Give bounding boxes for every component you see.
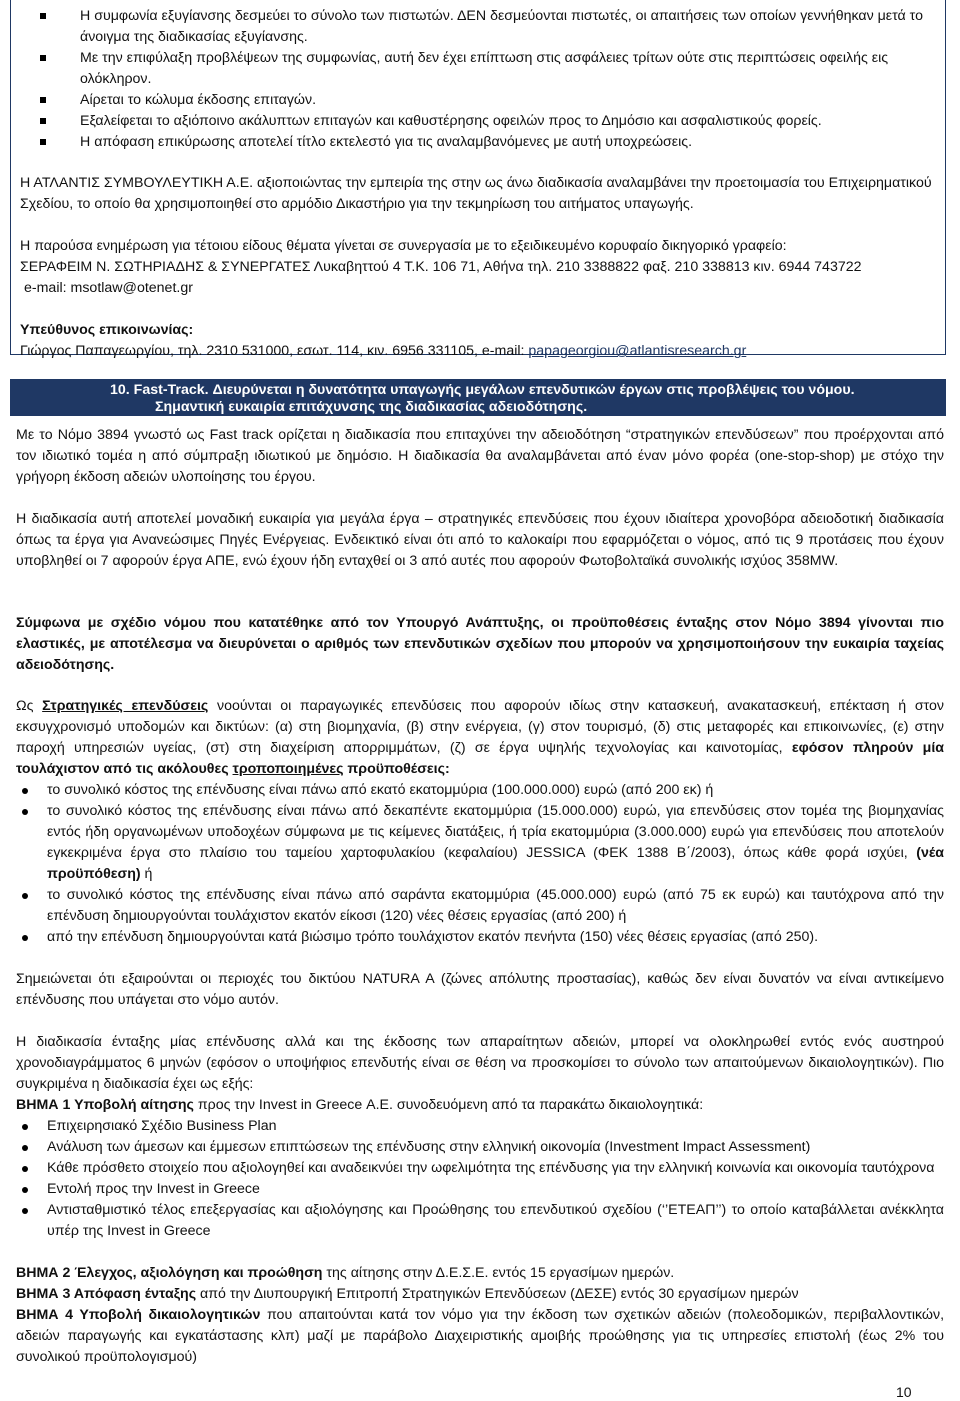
fast-track-paragraph: Με το Νόμο 3894 γνωστό ως Fast track ορίζεται η διαδικασία που επιταχύνει την αδειοδότηση “στρατηγικών επενδύσεων” που προέρχονται από τον ιδιωτικό τομέα η από σύμπραξη ιδιωτικού με δημόσιο. Η διαδικασία θα αναλαμβάνεται από έναν μόνο φορέα (one-stop-shop) με στόχο την γρήγορη έκδοση αδειών υλοποίησης του έργου. — [16, 427, 944, 485]
list-item — [16, 1200, 944, 1242]
contact-line — [20, 341, 940, 362]
list-item — [40, 111, 940, 132]
step-label: ΒΗΜΑ 3 Απόφαση ένταξης — [16, 1286, 197, 1302]
square-bullet-icon — [40, 139, 46, 145]
bullet-icon — [22, 935, 28, 941]
step-4 — [16, 1305, 944, 1368]
bullet-icon — [22, 893, 28, 899]
law-firm-email[interactable]: e-mail: msotlaw@otenet.gr — [24, 280, 193, 296]
step-label: ΒΗΜΑ 4 Υποβολή δικαιολογητικών — [16, 1307, 261, 1323]
step-text: της αίτησης στην Δ.Ε.Σ.Ε. εντός 15 εργασίμων ημερών. — [322, 1265, 675, 1281]
contact-heading: Υπεύθυνος επικοινωνίας: — [20, 322, 194, 338]
list-item — [40, 48, 940, 90]
bullet-icon — [22, 1208, 28, 1214]
list-item — [16, 1158, 944, 1179]
list-item-text: Η απόφαση επικύρωσης αποτελεί τίτλο εκτελεστό για τις αναλαμβανόμενες με αυτή υποχρεώσεις. — [80, 134, 693, 150]
law-firm-paragraph — [20, 236, 940, 299]
criterion-text: το συνολικό κόστος της επένδυσης είναι πάνω από σαράντα εκατομμύρια (45.000.000) ευρώ (από 75 εκ ευρώ) και ταυτόχρονα από την επένδυση δημιουργούνται τουλάχιστον εκατόν είκοσι (120) νέες θέσεις εργασίας (από 200) ή — [47, 887, 944, 924]
square-bullet-icon — [40, 55, 46, 61]
banner-subtitle: Σημαντική ευκαιρία επιτάχυνσης της διαδικασίας αδειοδότησης. — [155, 399, 588, 415]
step-text: προς την Invest in Greece Α.Ε. συνοδευόμενη από τα παρακάτω δικαιολογητικά: — [193, 1097, 704, 1113]
criteria-list — [16, 780, 944, 948]
list-item — [16, 885, 944, 927]
bullet-icon — [22, 1124, 28, 1130]
list-item — [16, 927, 944, 948]
strategic-investments-term: Στρατηγικές επενδύσεις — [42, 698, 209, 714]
text-run: νοούνται οι παραγωγικές επενδύσεις που αφορούν ιδίως στην κατασκευή, ανακατασκευή, επέκταση ή στον εκσυγχρονισμό υποδομών και δικτύων: (α) στη βιομηχανία, (β) στην ενέργεια, (γ) στον τουρισμό, (δ) στις μεταφορές και επικοινωνίες, (ε) στην παροχή υπηρεσιών υγείας, (στ) στη διαχείριση απορριμμάτων, (ζ) σε έργα υψηλής τεχνολογίας και καινοτομίας, — [16, 698, 945, 756]
new-condition-label: (νέα προϋπόθεση) — [47, 845, 944, 882]
square-bullet-icon — [40, 118, 46, 124]
procedure-paragraph: Η διαδικασία ένταξης μίας επένδυσης αλλά και της έκδοσης των απαραίτητων αδειών, μπορεί να ολοκληρωθεί εντός ενός αυστηρού χρονοδιαγράμματος 6 μηνών (εφόσον ο υποψήφιος επενδυτής είναι σε θέση να προσκομίσει το σύνολο των απαιτούμενων δικαιολογητικών). Πιο συγκριμένα η διαδικασία έχει ως εξής: — [16, 1034, 944, 1092]
documents-list — [16, 1116, 944, 1242]
strategic-investments-paragraph — [16, 696, 944, 780]
list-item — [16, 780, 944, 801]
bullet-icon — [22, 1187, 28, 1193]
criterion-text: από την επένδυση δημιουργούνται κατά βιώσιμο τρόπο τουλάχιστον εκατόν πενήντα (150) νέες θέσεις εργασίας (από 250). — [47, 929, 819, 945]
list-item-text: Η συμφωνία εξυγίανσης δεσμεύει το σύνολο των πιστωτών. ΔΕΝ δεσμεύονται πιστωτές, οι απαιτήσεις των οποίων γεννήθηκαν μετά το άνοιγμα της διαδικασίας εξυγίανσης. — [80, 8, 923, 45]
law-firm-address: ΣΕΡΑΦΕΙΜ Ν. ΣΩΤΗΡΙΑΔΗΣ & ΣΥΝΕΡΓΑΤΕΣ Λυκαβηττού 4 Τ.Κ. 106 71, Αθήνα τηλ. 210 3388822 φαξ. 210 338813 κιν. 6944 743722 — [20, 259, 862, 275]
square-bullet-icon — [40, 13, 46, 19]
criterion-tail: ή — [140, 866, 153, 882]
natura-paragraph: Σημειώνεται ότι εξαιρούνται οι περιοχές του δικτύου NATURA A (ζώνες απόλυτης προστασίας), καθώς δεν είναι δυνατόν να είναι αντικείμενο επένδυσης που υπάγεται στο νόμο αυτόν. — [16, 971, 944, 1008]
document-text: Ανάλυση των άμεσων και έμμεσων επιπτώσεων της επένδυσης στην ελληνική οικονομία (Investment Impact Assessment) — [47, 1139, 811, 1155]
section-banner — [10, 379, 946, 416]
opportunity-paragraph: Η διαδικασία αυτή αποτελεί μοναδική ευκαιρία για μεγάλα έργα – στρατηγικές επενδύσεις που έχουν ιδιαίτερα χρονοβόρα αδειοδοτική διαδικασία όπως τα έργα για Ανανεώσιμες Πηγές Ενέργειας. Ενδεικτικό είναι ότι από το καλοκαίρι που εφαρμόζεται ο νόμος, από τις 9 προτάσεις που έχουν υποβληθεί οι 7 αφορούν έργα ΑΠΕ, ενώ έχουν ήδη ενταχθεί οι 3 από αυτές που αφορούν Φωτοβολταϊκά συνολικής ισχύος 358MW. — [16, 511, 944, 569]
step-label: ΒΗΜΑ 1 Υποβολή αίτησης — [16, 1097, 194, 1113]
list-item — [16, 1137, 944, 1158]
document-text: Κάθε πρόσθετο στοιχείο που αξιολογηθεί και αναδεικνύει την ωφελιμότητα της επένδυσης για την ελληνική κοινωνία και οικονομία ταυτόχρονα — [47, 1160, 935, 1176]
square-bullet-icon — [40, 97, 46, 103]
text-run: Ως — [16, 698, 43, 714]
list-item-text: Με την επιφύλαξη προβλέψεων της συμφωνίας, αυτή δεν έχει επίπτωση στις ασφάλειες τρίτων ούτε στις περιπτώσεις οφειλής εις ολόκληρον. — [80, 50, 889, 87]
step-1 — [16, 1095, 944, 1116]
text-run: προϋποθέσεις: — [343, 761, 450, 777]
document-text: Αντισταθμιστικό τέλος επεξεργασίας και αξιολόγησης και Προώθησης του επενδυτικού σχεδίου (‘’ΕΤΕΑΠ’’) το οποίο καταβάλλεται ανέκκλητα υπέρ της Invest in Greece — [47, 1202, 944, 1239]
document-text: Επιχειρησιακό Σχέδιο Business Plan — [47, 1118, 277, 1134]
list-item — [16, 801, 944, 885]
contact-text: Γιώργος Παπαγεωργίου, τηλ. 2310 531000, εσωτ. 114, κιν. 6956 331105, e-mail: — [20, 343, 529, 359]
step-text: που απαιτούνται κατά τον νόμο για την έκδοση των σχετικών αδειών (πολεοδομικών, περιβαλλοντικών, αδειών παραγωγής και εγκατάστασης κλπ) μαζί με παράβολο Διαχειριστικής αμοιβής προώθησης για τις υπηρεσίες επιστολή (έως 2% του συνολικού προϋπολογισμού) — [16, 1307, 945, 1365]
list-item — [40, 90, 940, 111]
summary-list — [40, 6, 940, 153]
law-firm-line: Η παρούσα ενημέρωση για τέτοιου είδους θέματα γίνεται σε συνεργασία με το εξειδικευμένο κορυφαίο δικηγορικό γραφείο: — [20, 238, 787, 254]
criterion-text: το συνολικό κόστος της επένδυσης είναι πάνω από δεκαπέντε εκατομμύρια (15.000.000) ευρώ, για επενδύσεις στον τομέα της βιομηχανίας εντός ήδη οργανωμένων υποδοχέων σύμφωνα με τις κείμενες διατάξεις, ή τρία εκατομμύρια (3.000.000) ευρώ για επενδύσεις που αποτελούν εγκεκριμένα έργα στο πλαίσιο του ταμείου χαρτοφυλακίου (κεφαλαίου) JESSICA (ΦΕΚ 1388 Β΄/2003), όπως κάθε φορά ισχύει, — [47, 803, 944, 861]
list-item — [16, 1179, 944, 1200]
contact-email-link[interactable]: papageorgiou@atlantisresearch.gr — [528, 343, 747, 359]
criterion-text: το συνολικό κόστος της επένδυσης είναι πάνω από εκατό εκατομμύρια (100.000.000) ευρώ (από 200 εκ) ή — [47, 782, 714, 798]
banner-title: 10. Fast-Track. Διευρύνεται η δυνατότητα υπαγωγής μεγάλων επενδυτικών έργων στις προβλέψεις του νόμου. — [110, 382, 855, 398]
bullet-icon — [22, 788, 28, 794]
bullet-icon — [22, 809, 28, 815]
page-number: 10 — [896, 1384, 912, 1400]
list-item-text: Αίρεται το κώλυμα έκδοσης επιταγών. — [80, 92, 317, 108]
bullet-icon — [22, 1145, 28, 1151]
modified-term: τροποποιημένες — [232, 761, 344, 777]
text-run: εφόσον πληρούν μία τουλάχιστον από τις ακόλουθες — [16, 740, 944, 777]
document-text: Εντολή προς την Invest in Greece — [47, 1181, 260, 1197]
step-label: ΒΗΜΑ 2 Έλεγχος, αξιολόγηση και προώθηση — [16, 1265, 323, 1281]
step-2 — [16, 1263, 944, 1284]
list-item — [16, 1116, 944, 1137]
list-item — [40, 6, 940, 48]
atlantis-paragraph: Η ΑΤΛΑΝΤΙΣ ΣΥΜΒΟΥΛΕΥΤΙΚΗ Α.Ε. αξιοποιώντας την εμπειρία της στην ως άνω διαδικασία αναλαμβάνει την προετοιμασία του Επιχειρηματικού Σχεδίου, το οποίο θα χρησιμοποιηθεί στο αρμόδιο Δικαστήριο για την τεκμηρίωση του αιτήματος υπαγωγής. — [20, 175, 932, 212]
list-item-text: Εξαλείφεται το αξιόποινο ακάλυπτων επιταγών και καθυστέρησης οφειλών προς το Δημόσιο και ασφαλιστικούς φορείς. — [80, 113, 822, 129]
step-text: από την Διυπουργική Επιτροπή Στρατηγικών Επενδύσεων (ΔΕΣΕ) εντός 30 εργασίμων ημερών — [196, 1286, 799, 1302]
list-item — [40, 132, 940, 153]
bill-paragraph: Σύμφωνα με σχέδιο νόμου που κατατέθηκε από τον Υπουργό Ανάπτυξης, οι προϋποθέσεις ένταξης στον Νόμο 3894 γίνονται πιο ελαστικές, με αποτέλεσμα να διευρύνεται ο αριθμός των επενδυτικών σχεδίων που μπορούν να χρησιμοποιήσουν την ευκαιρία ταχείας αδειοδότησης. — [16, 615, 944, 673]
bullet-icon — [22, 1166, 28, 1172]
step-3 — [16, 1284, 944, 1305]
